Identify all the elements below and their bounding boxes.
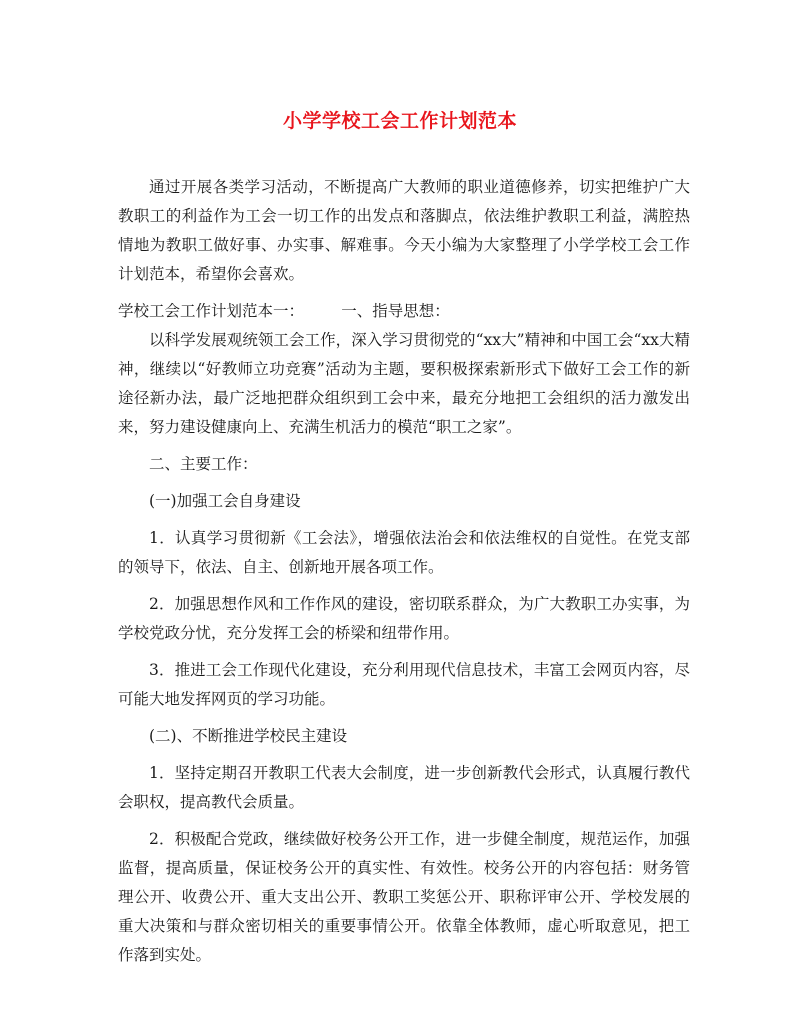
subsection1-item-3: 3．推进工会工作现代化建设，充分利用现代信息技术，丰富工会网页内容，尽可能大地发挥网页的学习功能。 — [118, 661, 690, 708]
section2-heading: 二、主要工作： — [149, 455, 258, 473]
intro-paragraph: 通过开展各类学习活动，不断提高广大教师的职业道德修养，切实把维护广大教职工的利益作为工会一切工作的出发点和落脚点，依法维护教职工利益，满腔热情地为教职工做好事、办实事、解难事。今天小编为大家整理了小学学校工会工作计划范本，希望你会喜欢。 — [118, 178, 690, 283]
subsection1-item-1: 1．认真学习贯彻新《工会法》，增强依法治会和依法维权的自觉性。在党支部的领导下，依法、自主、创新地开展各项工作。 — [118, 529, 690, 576]
subsection2-item-1: 1．坚持定期召开教职工代表大会制度，进一步创新教代会形式，认真履行教代会职权，提高教代会质量。 — [118, 764, 690, 811]
sample-label: 学校工会工作计划范本一： — [118, 302, 305, 320]
document-title: 小学学校工会工作计划范本 — [282, 110, 517, 132]
document-body — [118, 173, 690, 978]
sample-line — [118, 297, 690, 326]
subsection1-item-2: 2．加强思想作风和工作作风的建设，密切联系群众，为广大教职工办实事，为学校党政分忧，充分发挥工会的桥梁和纽带作用。 — [118, 595, 690, 642]
section1-paragraph: 以科学发展观统领工会工作，深入学习贯彻党的“xx大”精神和中国工会“xx大精神，继续以“好教师立功竞赛”活动为主题，要积极探索新形式下做好工会工作的新途径新办法，最广泛地把群众组织到工会中来，最充分地把工会组织的活力激发出来，努力建设健康向上、充满生机活力的模范“职工之家”。 — [118, 331, 690, 436]
subsection2-item-2: 2．积极配合党政，继续做好校务公开工作，进一步健全制度，规范运作，加强监督，提高质量，保证校务公开的真实性、有效性。校务公开的内容包括：财务管理公开、收费公开、重大支出公开、教职工奖惩公开、职称评审公开、学校发展的重大决策和与群众密切相关的重要事情公开。依靠全体教师，虚心听取意见，把工作落到实处。 — [118, 830, 690, 964]
subsection2-heading: (二)、不断推进学校民主建设 — [149, 727, 348, 745]
subsection1-heading: (一)加强工会自身建设 — [149, 492, 301, 510]
section1-heading: 一、指导思想： — [341, 302, 450, 320]
